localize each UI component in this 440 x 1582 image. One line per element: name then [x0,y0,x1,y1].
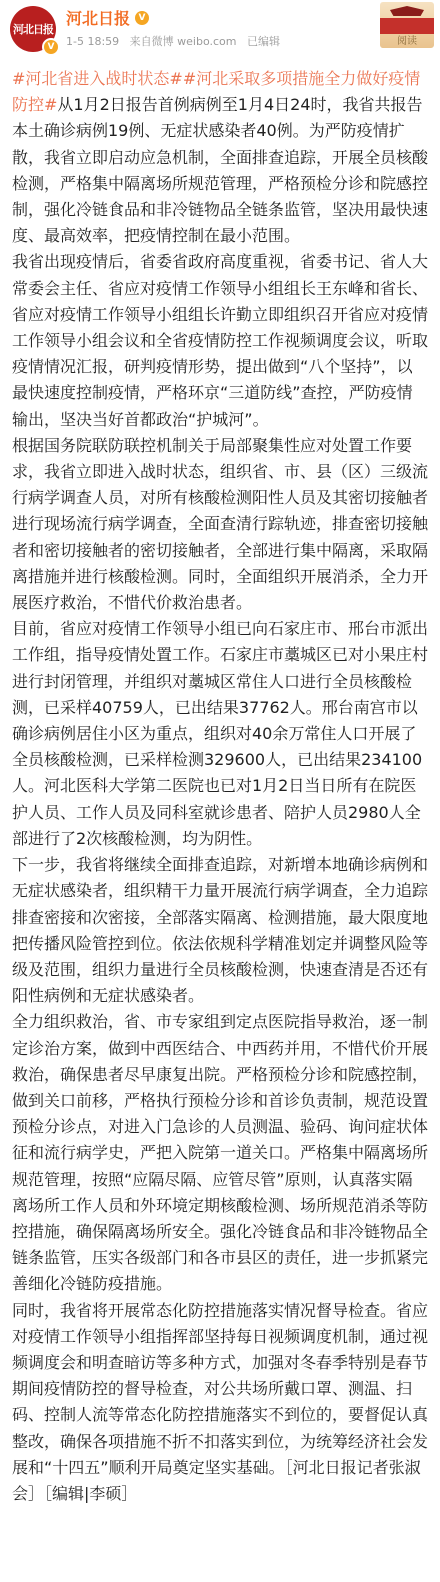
post-time: 1-5 18:59 [66,35,120,48]
post-paragraph: 根据国务院联防联控机制关于局部聚集性应对处置工作要求，我省立即进入战时状态，组织省、市、县（区）三级流行病学调查人员，对所有核酸检测阳性人员及其密切接触者进行现场流行病学调查，全面查清行踪轨迹，排查密切接触者和密切接触者的密切接触者，全部进行集中隔离，采取隔离措施并进行核酸检测。同时，全面组织开展消杀，全力开展医疗救治，不惜代价救治患者。 [12,435,429,613]
post-paragraph: 全力组织救治，省、市专家组到定点医院指导救治，逐一制定诊治方案，做到中西医结合、中西药并用，不惜代价开展救治，确保患者尽早康复出院。严格预检分诊和院感控制，做到关口前移，严格执行预检分诊和首诊负责制，规范设置预检分诊点，对进入门急诊的人员测温、验码、询问症状体征和流行病学史，严把入院第一道关口。严格集中隔离场所规范管理，按照“应隔尽隔、应管尽管”原则，认真落实隔离场所工作人员和外环境定期核酸检测、场所规范消杀等防控措施，确保隔离场所安全。强化冷链食品和非冷链物品全链条监管，压实各级部门和各市县区的责任，进一步抓紧完善细化冷链防疫措施。 [12,1012,429,1294]
post-content [12,66,428,1507]
post-paragraph: 目前，省应对疫情工作领导小组已向石家庄市、邢台市派出工作组，指导疫情处置工作。石家庄市藁城区已对小果庄村进行封闭管理，并组织对藁城区常住人口进行全员核酸检测，已采样40759人，已出结果37762人。邢台南宫市以确诊病例居住小区为重点，组织对40余万常住人口开展了全员核酸检测，已采样检测329600人，已出结果234100人。河北医科大学第二医院也已对1月2日当日所有在院医护人员、工作人员及同科室就诊患者、陪护人员2980人全部进行了2次核酸检测，均为阴性。 [12,619,429,848]
paragraph-text: 从1月2日报告首例病例至1月4日24时，我省共报告本土确诊病例19例、无症状感染者40例。为严防疫情扩散，我省立即启动应急机制，全面排查追踪，开展全员核酸检测，严格集中隔离场所规范管理，严格预检分诊和院感控制，强化冷链食品和非冷链物品全链条监管，坚决用最快速度、最高效率，把疫情控制在最小范围。 [12,95,429,246]
post-paragraph [12,66,428,249]
avatar-logo-text: 河北日报 [13,23,53,36]
post-meta [66,33,287,49]
hashtag-link[interactable]: #河北省进入战时状态# [12,69,183,88]
name-row [66,6,149,29]
post-paragraph: 我省出现疫情后，省委省政府高度重视，省委书记、省人大常委会主任、省应对疫情工作领导小组组长王东峰和省长、省应对疫情工作领导小组组长许勤立即组织召开省应对疫情工作领导小组会议和全省疫情防控工作视频调度会议，听取疫情情况汇报，研判疫情形势，提出做到“八个坚持”，以最快速度控制疫情，严格环京“三道防线”查控，严防疫情输出，坚决当好首都政治“护城河”。 [12,252,429,429]
reading-card[interactable] [380,2,434,48]
post-source[interactable]: 来自微博 weibo.com [129,35,237,48]
hashtag-link[interactable]: #河北采取多项措施全力做好疫情防控# [12,69,421,115]
building-roof-icon [390,6,424,16]
account-name[interactable]: 河北日报 [66,9,131,28]
edited-label[interactable]: 已编辑 [247,35,280,48]
reading-card-label: 阅读 [397,36,417,47]
post-header [0,0,440,58]
verified-v-icon: V [135,11,149,25]
post-paragraph: 下一步，我省将继续全面排查追踪，对新增本地确诊病例和无症状感染者，组织精干力量开展流行病学调查，全力追踪排查密接和次密接，全部落实隔离、检测措施，最大限度地把传播风险管控到位。依法依规科学精准划定并调整风险等级及范围，组织力量进行全员核酸检测，快速查清是否还有阳性病例和无症状感染者。 [12,855,429,1006]
verified-badge-icon: V [42,38,60,56]
post-paragraph: 同时，我省将开展常态化防控措施落实情况督导检查。省应对疫情工作领导小组指挥部坚持每日视频调度机制，通过视频调度会和明查暗访等多种方式，加强对冬春季特别是春节期间疫情防控的督导检查，对公共场所戴口罩、测温、扫码、控制人流等常态化防控措施落实不到位的，要督促认真整改，确保各项措施不折不扣落实到位，为统筹经济社会发展和“十四五”顺利开局奠定坚实基础。［河北日报记者张淑会］［编辑|李硕］ [12,1300,429,1503]
